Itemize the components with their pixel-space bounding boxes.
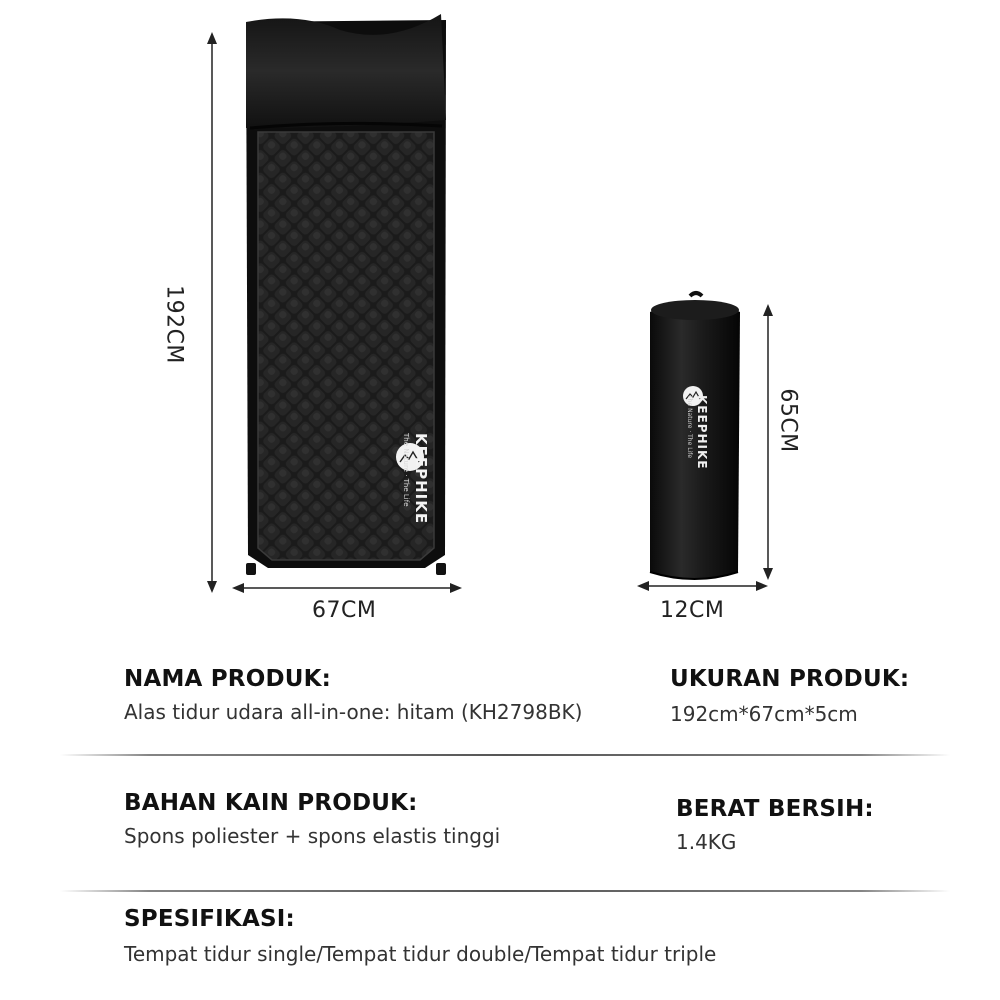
bag-brand-name: KEEPHIKE: [695, 395, 709, 470]
material-value: Spons poliester + spons elastis tinggi: [124, 824, 501, 848]
divider-1: [60, 754, 950, 756]
net-weight-heading: BERAT BERSIH:: [676, 796, 874, 822]
bag-diameter-arrow: [637, 581, 768, 591]
mat-brand-name: KEEPHIKE: [412, 433, 430, 525]
product-name-value: Alas tidur udara all-in-one: hitam (KH2798BK): [124, 700, 583, 724]
mat-valve-right: [436, 563, 446, 575]
mat-brand-block: [394, 433, 430, 563]
mat-width-label: 67CM: [312, 598, 377, 623]
specification-value: Tempat tidur single/Tempat tidur double/Tempat tidur triple: [124, 942, 717, 966]
mat-brand-slogan: The Nature · The Life: [402, 433, 410, 507]
bag-brand-block: [679, 395, 709, 495]
net-weight-value: 1.4KG: [676, 830, 737, 854]
divider-2: [60, 890, 950, 892]
bag-length-arrow: [763, 304, 773, 580]
bag-length-label: 65CM: [775, 388, 801, 453]
product-size-heading: UKURAN PRODUK:: [670, 666, 910, 692]
bag-brand-slogan: The Nature · The Life: [686, 395, 693, 459]
mat-valve-left: [246, 563, 256, 575]
mat-length-arrow: [207, 32, 217, 593]
product-name-heading: NAMA PRODUK:: [124, 666, 332, 692]
mat-width-arrow: [232, 583, 462, 593]
product-size-value: 192cm*67cm*5cm: [670, 702, 858, 726]
mat-length-label: 192CM: [161, 285, 187, 364]
specification-heading: SPESIFIKASI:: [124, 906, 295, 932]
bag-diameter-label: 12CM: [660, 598, 725, 623]
material-heading: BAHAN KAIN PRODUK:: [124, 790, 418, 816]
